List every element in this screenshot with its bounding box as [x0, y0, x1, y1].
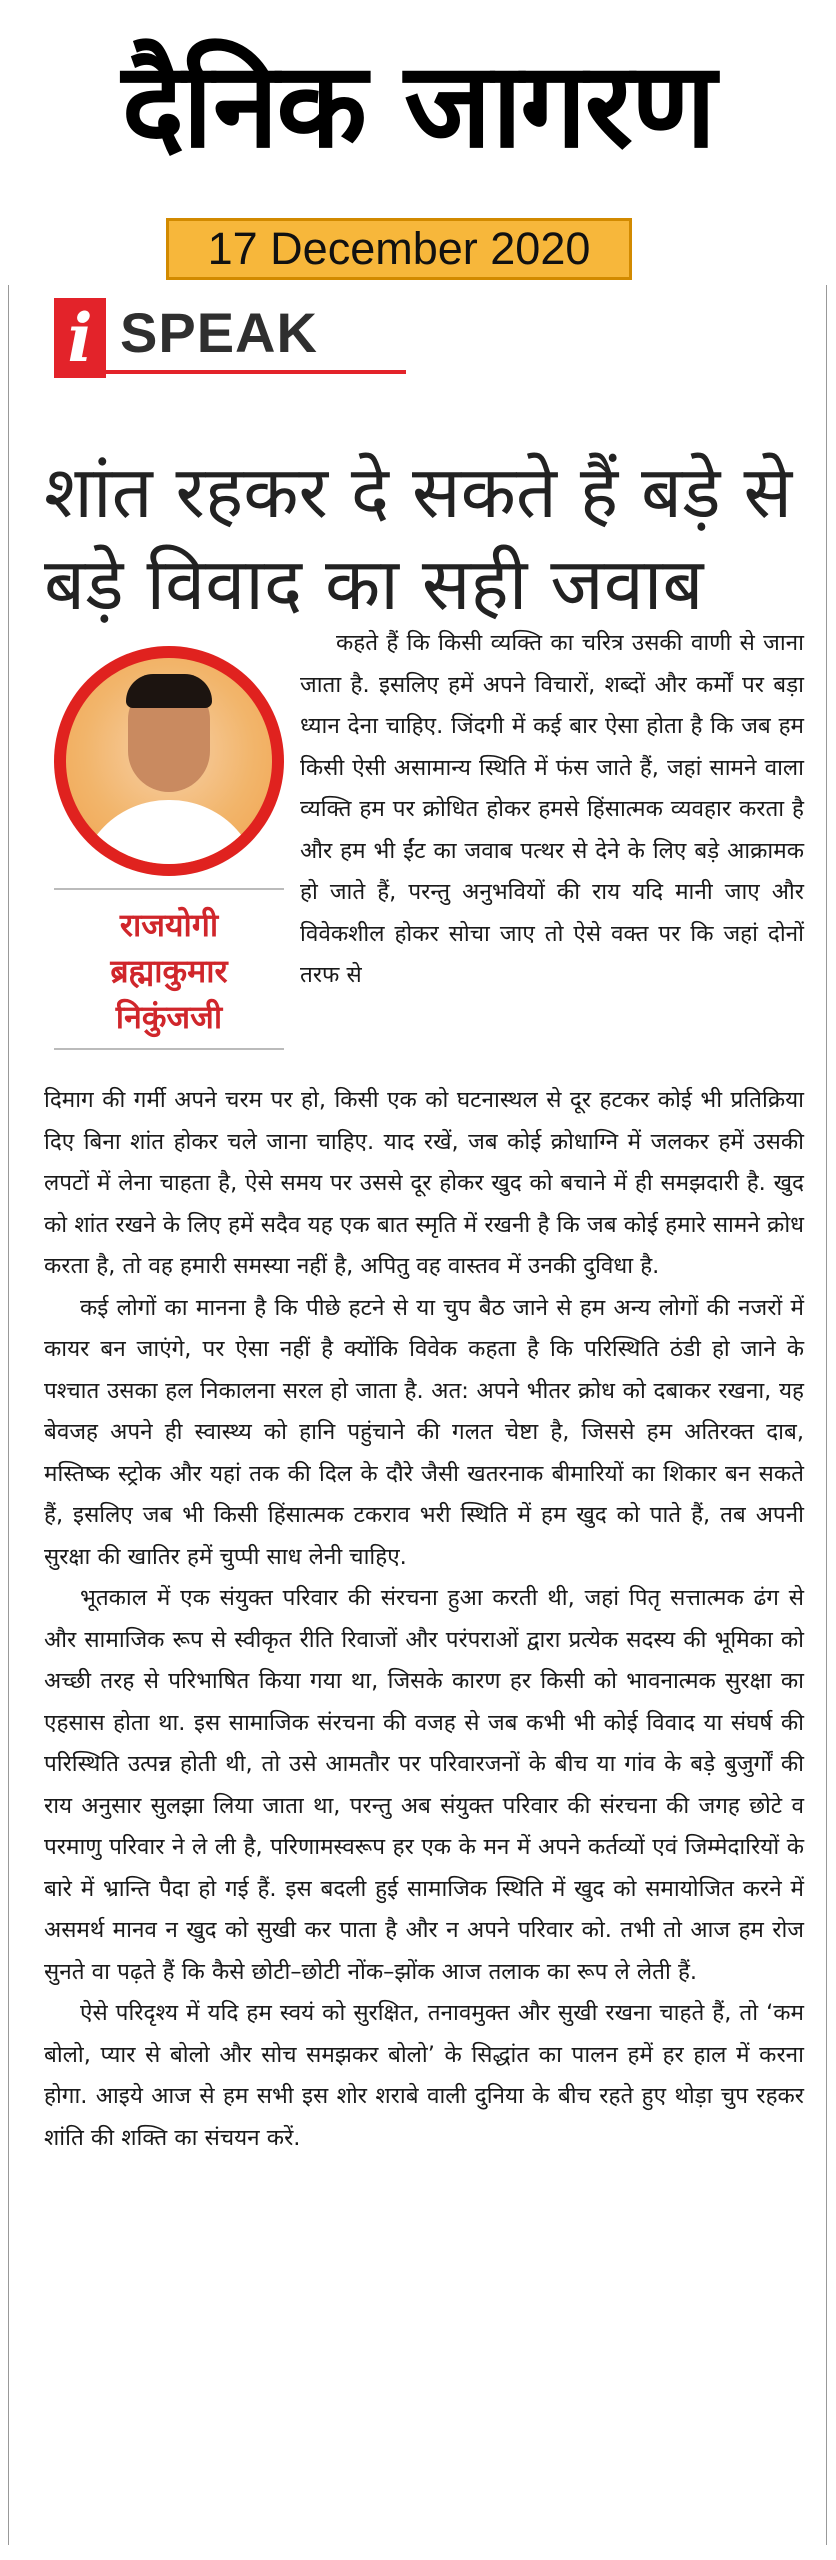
date-banner: 17 December 2020 — [166, 218, 632, 280]
author-photo — [54, 646, 284, 876]
byline-rule-top — [54, 888, 284, 890]
article-paragraph-lead: कहते हैं कि किसी व्यक्ति का चरित्र उसकी वाणी से जाना जाता है. इसलिए हमें अपने विचारों, शब्दों और कर्मों पर बड़ा ध्यान देना चाहिए. जिंदगी में कई बार ऐसा होता है कि जब हम किसी ऐसी असामान्य स्थिति में फंस जाते हैं, जहां सामने वाला व्यक्ति हम पर क्रोधित होकर हमसे हिंसात्मक व्यवहार करता है और हम भी ईंट का जवाब पत्थर से देने के लिए बड़े आक्रामक हो जाते हैं, परन्तु अनुभवियों की राय यदि मानी जाए और विवेकशील होकर सोचा जाए तो ऐसे वक्त पर कि जहां दोनों तरफ से — [300, 630, 804, 988]
author-portrait — [66, 658, 272, 864]
article-body — [44, 1080, 804, 2159]
article-paragraph-1: दिमाग की गर्मी अपने चरम पर हो, किसी एक को घटनास्थल से दूर हटकर कोई भी प्रतिक्रिया दिए बिना शांत होकर चले जाना चाहिए. याद रखें, जब कोई क्रोधाग्नि में जलकर हमें उसकी लपटों में लेना चाहता है, ऐसे समय पर उससे दूर होकर खुद को बचाने में ही समझदारी है. खुद को शांत रखने के लिए हमें सदैव यह एक बात स्मृति में रखनी है कि जब कोई हमारे सामने क्रोध करता है, तो वह हमारी समस्या नहीं है, अपितु वह वास्तव में उनकी दुविधा है. — [44, 1087, 804, 1279]
column-tag — [54, 298, 354, 378]
author-name: निकुंजजी — [115, 998, 223, 1036]
article-paragraph-3: भूतकाल में एक संयुक्त परिवार की संरचना हुआ करती थी, जहां पितृ सत्तात्मक ढंग से और सामाजिक रूप से स्वीकृत रीति रिवाजों और परंपराओं द्वारा प्रत्येक सदस्य की भूमिका को अच्छी तरह से परिभाषित किया गया था, जिसके कारण हर किसी को भावनात्मक सुरक्षा का एहसास होता था. इस सामाजिक संरचना की वजह से जब कभी भी कोई विवाद या संघर्ष की परिस्थिति उत्पन्न होती थी, तो उसे आमतौर पर परिवारजनों के बीच या गांव के बड़े बुजुर्गों की राय अनुसार सुलझा लिया जाता था, परन्तु अब संयुक्त परिवार की संरचना की जगह छोटे व परमाणु परिवार ने ले ली है, परिणामस्वरूप हर एक के मन में अपने कर्तव्यों एवं जिम्मेदारियों के बारे में भ्रान्ति पैदा हो गई हैं. इस बदली हुई सामाजिक स्थिति में खुद को समायोजित करने में असमर्थ मानव न खुद को सुखी कर पाता है और न अपने परिवार को. तभी तो आज हम रोज सुनते वा पढ़ते हैं कि कैसे छोटी–छोटी नोंक–झोंक आज तलाक का रूप ले लेती हैं. — [44, 1585, 804, 1985]
article-paragraph-2: कई लोगों का मानना है कि पीछे हटने से या चुप बैठ जाने से हम अन्य लोगों की नजरों में कायर बन जाएंगे, पर ऐसा नहीं है क्योंकि विवेक कहता है कि परिस्थिति ठंडी हो जाने के पश्चात उसका हल निकालना सरल हो जाता है. अत: अपने भीतर क्रोध को दबाकर रखना, यह बेवजह अपने ही स्वास्थ्य को हानि पहुंचाने की गलत चेष्टा है, जिससे हम अतिरक्त दाब, मस्तिष्क स्ट्रोक और यहां तक की दिल के दौरे जैसी खतरनाक बीमारियों का शिकार बन सकते हैं, इसलिए जब भी किसी हिंसात्मक टकराव भरी स्थिति में हम खुद को पाते हैं, तब अपनी सुरक्षा की खातिर हमें चुप्पी साध लेनी चाहिए. — [44, 1294, 804, 1570]
portrait-hair — [126, 674, 212, 708]
column-tag-label: SPEAK — [120, 301, 318, 364]
column-tag-i-icon: i — [54, 298, 106, 378]
author-title-1: राजयोगी — [119, 906, 219, 944]
article-paragraph-4: ऐसे परिदृश्य में यदि हम स्वयं को सुरक्षित, तनावमुक्त और सुखी रखना चाहते हैं, तो ‘कम बोलो, प्यार से बोलो और सोच समझकर बोलो’ के सिद्धांत का पालन हमें हर हाल में करना होगा. आइये आज से हम सभी इस शोर शराबे वाली दुनिया के बीच रहते हुए थोड़ा चुप रहकर शांति की शक्ति का संचयन करें. — [44, 2000, 804, 2151]
portrait-shirt — [78, 800, 260, 864]
article-lead — [300, 623, 804, 997]
column-rule-right — [826, 285, 827, 2545]
newspaper-masthead: दैनिक जागरण — [121, 36, 715, 174]
author-title-2: ब्रह्माकुमार — [110, 952, 228, 990]
author-byline — [54, 902, 284, 1040]
column-rule-left — [8, 285, 9, 2545]
article-headline: शांत रहकर दे सकते हैं बड़े से बड़े विवाद का सही जवाब — [44, 450, 793, 627]
column-tag-underline — [106, 370, 406, 374]
byline-rule-bottom — [54, 1048, 284, 1050]
